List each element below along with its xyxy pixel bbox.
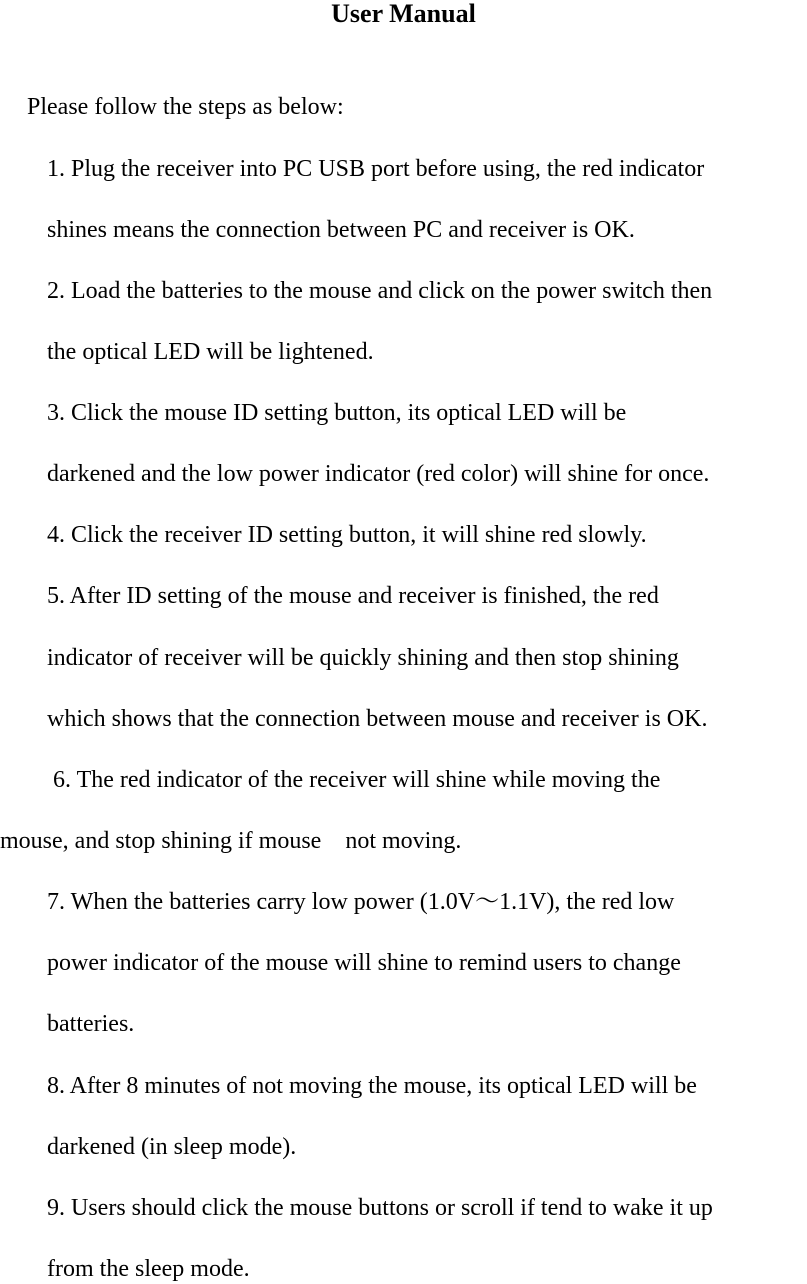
step-8-line-1: 8. After 8 minutes of not moving the mouse, its optical LED will be [47,1073,697,1099]
step-2-line-2: the optical LED will be lightened. [47,339,374,365]
step-2-line-1: 2. Load the batteries to the mouse and click on the power switch then [47,278,713,304]
step-1-line-1: 1. Plug the receiver into PC USB port before using, the red indicator [47,156,705,182]
intro-text: Please follow the steps as below: [27,94,344,120]
step-3-line-2: darkened and the low power indicator (red color) will shine for once. [47,461,710,487]
step-3-line-1: 3. Click the mouse ID setting button, its optical LED will be [47,400,627,426]
step-7-line-1: 7. When the batteries carry low power (1.0V～1.1V), the red low [47,889,675,915]
step-9-line-2: from the sleep mode. [47,1256,250,1282]
step-6-line-1: 6. The red indicator of the receiver will shine while moving the [47,767,661,793]
step-6-line-2: mouse, and stop shining if mouse not moving. [0,828,462,854]
step-5-line-3: which shows that the connection between mouse and receiver is OK. [47,706,708,732]
step-1-line-2: shines means the connection between PC and receiver is OK. [47,217,635,243]
step-5-line-2: indicator of receiver will be quickly shining and then stop shining [47,645,679,671]
step-5-line-1: 5. After ID setting of the mouse and receiver is finished, the red [47,583,659,609]
page-title: User Manual [331,0,476,28]
step-7-line-2: power indicator of the mouse will shine to remind users to change [47,950,681,976]
step-8-line-2: darkened (in sleep mode). [47,1134,297,1160]
step-9-line-1: 9. Users should click the mouse buttons or scroll if tend to wake it up [47,1195,713,1221]
step-7-line-3: batteries. [47,1011,135,1037]
step-4-line-1: 4. Click the receiver ID setting button, it will shine red slowly. [47,522,647,548]
